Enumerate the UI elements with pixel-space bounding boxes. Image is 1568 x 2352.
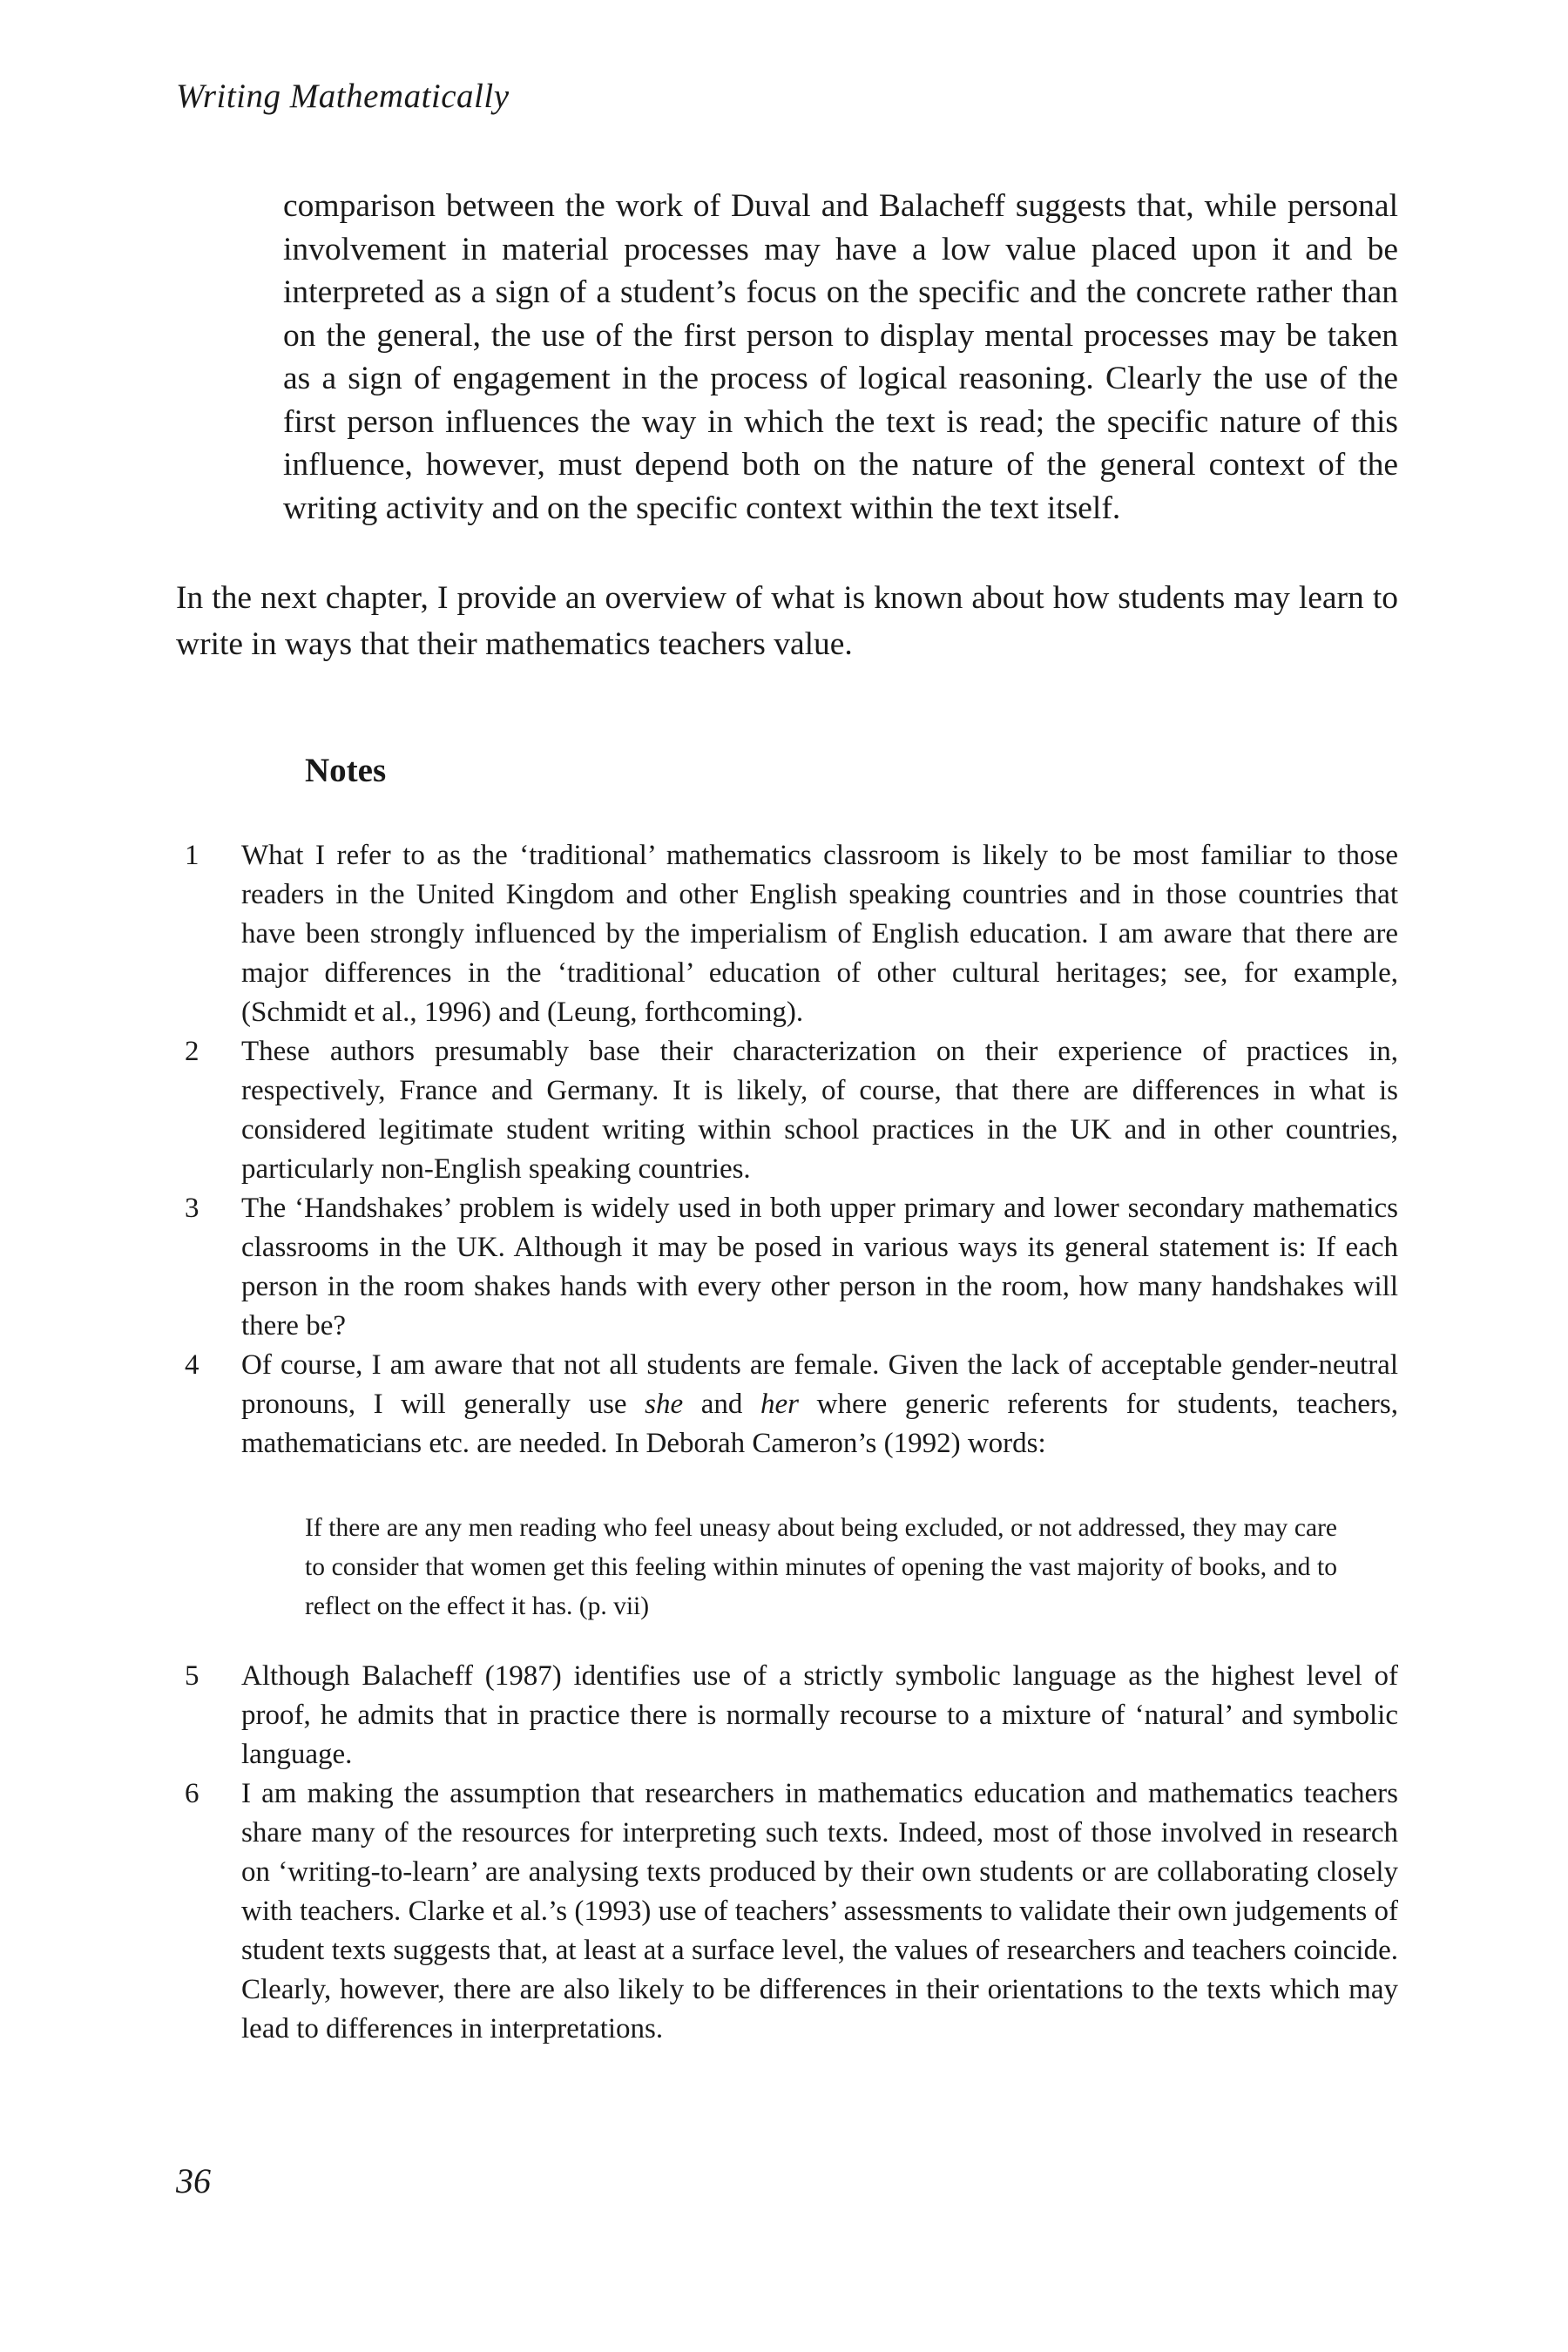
- note-item-2: [176, 1032, 1398, 1189]
- note-text: [241, 1349, 1398, 1459]
- note-text: These authors presumably base their characterization on their experience of practices in, respectively, France and Germany. It is likely, of course, that there are differences in what is considered legitimate student writing within school practices in the UK and in other countries, particularly non-English speaking countries.: [241, 1036, 1398, 1185]
- note-number: 5: [185, 1660, 199, 1692]
- note-text: I am making the assumption that researchers in mathematics education and mathematics teachers share many of the resources for interpreting such texts. Indeed, most of those involved in research on ‘writing-to-learn’ are analysing texts produced by their own students or are collaborating closely with teachers. Clarke et al.’s (1993) use of teachers’ assessments to validate their own judgements of student texts suggests that, at least at a surface level, the values of researchers and teachers coincide. Clearly, however, there are also likely to be differences in their orientations to the texts which may lead to differences in interpretations.: [241, 1778, 1398, 2044]
- note-number: 4: [185, 1349, 199, 1381]
- note-emphasis-her: her: [760, 1389, 800, 1420]
- note-number: 1: [185, 840, 199, 871]
- note-item-4: [176, 1346, 1398, 1463]
- note-quote: If there are any men reading who feel uneasy about being excluded, or not addressed, they may care to consider that women get this feeling within minutes of opening the vast majority of books, and to reflect on the effect it has. (p. vii): [305, 1514, 1337, 1620]
- note-item-1: [176, 836, 1398, 1032]
- body-paragraph: In the next chapter, I provide an overview of what is known about how students may learn to write in ways that their mathematics teachers value.: [176, 580, 1398, 662]
- note-item-6: [176, 1774, 1398, 2049]
- page-number: 36: [176, 2161, 211, 2200]
- note-number: 3: [185, 1193, 199, 1224]
- notes-list: [176, 836, 1398, 1463]
- note-number: 6: [185, 1778, 199, 1809]
- note-item-3: [176, 1189, 1398, 1346]
- notes-list-continued: [176, 1657, 1398, 2049]
- note-emphasis-she: she: [645, 1389, 684, 1420]
- note-text: The ‘Handshakes’ problem is widely used in both upper primary and lower secondary mathematics classrooms in the UK. Although it may be posed in various ways its general statement is: If each person in the room shakes hands with every other person in the room, how many handshakes will there be?: [241, 1193, 1398, 1342]
- block-quote-continuation: comparison between the work of Duval and Balacheff suggests that, while personal involvement in material processes may have a low value placed upon it and be interpreted as a sign of a student’s focus on the specific and the concrete rather than on the general, the use of the first person to display mental processes may be taken as a sign of engagement in the process of logical reasoning. Clearly the use of the first person influences the way in which the text is read; the specific nature of this influence, however, must depend both on the nature of the general context of the writing activity and on the specific context within the text itself.: [283, 188, 1398, 526]
- note-text-part: where generic referents for students, teachers, mathematicians etc. are needed. In Deborah Cameron’s (1992) words:: [241, 1389, 1398, 1459]
- note-text: Although Balacheff (1987) identifies use of a strictly symbolic language as the highest level of proof, he admits that in practice there is normally recourse to a mixture of ‘natural’ and symbolic language.: [241, 1660, 1398, 1770]
- note-text-part: Of course, I am aware that not all students are female. Given the lack of acceptable gender-neutral pronouns, I will generally use: [241, 1349, 1398, 1420]
- note-number: 2: [185, 1036, 199, 1067]
- note-text-part: and: [683, 1389, 761, 1420]
- note-text: What I refer to as the ‘traditional’ mathematics classroom is likely to be most familiar to those readers in the United Kingdom and other English speaking countries and in those countries that have been strongly influenced by the imperialism of English education. I am aware that there are major differences in the ‘traditional’ education of other cultural heritages; see, for example, (Schmidt et al., 1996) and (Leung, forthcoming).: [241, 840, 1398, 1028]
- notes-heading: Notes: [305, 752, 387, 789]
- note-item-5: [176, 1657, 1398, 1774]
- note-4-quote-wrapper: [176, 1509, 1398, 1626]
- running-head-title: Writing Mathematically: [176, 78, 510, 115]
